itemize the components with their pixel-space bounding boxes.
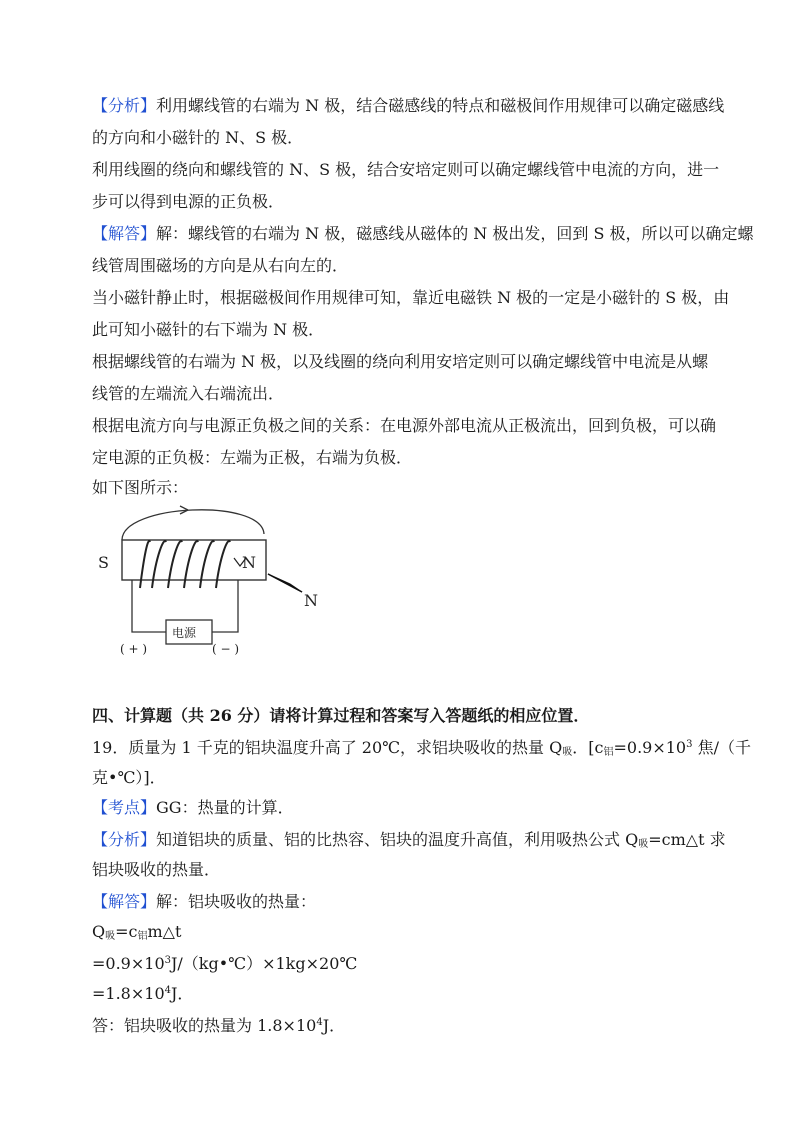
q19-stem-d: 焦/（千 (692, 738, 751, 757)
eq3-b: J． (171, 984, 194, 1003)
jieda-tag: 【解答】 (92, 892, 157, 911)
q19-stem-c-sub: 铝 (603, 747, 614, 758)
analysis-text-1: 利用螺线管的右端为 N 极，结合磁感线的特点和磁极间作用规律可以确定磁感线 (156, 96, 725, 115)
analysis-line-4: 步可以得到电源的正负极． (92, 192, 285, 211)
answer-line-3: 当小磁针静止时，根据磁极间作用规律可知，靠近电磁铁 N 极的一定是小磁针的 S 极，由 (92, 288, 730, 307)
analysis-line-2: 的方向和小磁针的 N、S 极． (92, 128, 304, 147)
final-sup: 4 (316, 1017, 323, 1028)
q19-jieda (92, 892, 712, 912)
fenxi-b: =cm△t 求 (648, 830, 726, 849)
answer-tag: 【解答】 (92, 224, 157, 243)
analysis-tag: 【分析】 (92, 96, 157, 115)
positive-terminal-label: ( + ) (120, 642, 148, 656)
eq1-c: m△t (147, 922, 182, 941)
q19-kaodian (92, 798, 712, 818)
q19-stem-c-sup: 3 (686, 739, 693, 750)
power-source-label: 电源 (172, 626, 197, 640)
q19-stem-c: =0.9×10 (613, 738, 687, 757)
eq3-a: =1.8×10 (92, 984, 165, 1003)
field-line-loop (122, 510, 264, 540)
q19-equation-2 (92, 954, 712, 974)
analysis-line-3: 利用线圈的绕向和螺线管的 N、S 极，结合安培定则可以确定螺线管中电流的方向，进一 (92, 160, 720, 179)
eq1-sub1: 吸 (105, 931, 116, 942)
answer-line-7: 根据电流方向与电源正负极之间的关系：在电源外部电流从正极流出，回到负极，可以确 (92, 416, 717, 435)
needle-n-label: N (304, 591, 318, 610)
q19-stem-b: ．[c (572, 738, 604, 757)
jieda-text: 解：铝块吸收的热量： (156, 892, 317, 911)
negative-terminal-label: ( − ) (212, 642, 240, 656)
fenxi-a: 知道铝块的质量、铝的比热容、铝块的温度升高值，利用吸热公式 Q (156, 830, 639, 849)
eq1-sub2: 铝 (137, 931, 148, 942)
q19-fenxi-line-2: 铝块吸收的热量． (92, 860, 221, 879)
eq2-a: =0.9×10 (92, 954, 165, 973)
answer-line-5: 根据螺线管的右端为 N 极，以及线圈的绕向利用安培定则可以确定螺线管中电流是从螺 (92, 352, 709, 371)
answer-line-4: 此可知小磁针的右下端为 N 极． (92, 320, 325, 339)
q19-equation-3 (92, 984, 712, 1004)
q19-stem-a: 19．质量为 1 千克的铝块温度升高了 20℃，求铝块吸收的热量 Q (92, 738, 563, 757)
eq1-a: Q (92, 922, 106, 941)
answer-text-1: 解：螺线管的右端为 N 极，磁感线从磁体的 N 极出发，回到 S 极，所以可以确定螺 (156, 224, 754, 243)
final-b: J． (322, 1016, 346, 1035)
final-a: 答：铝块吸收的热量为 1.8×10 (92, 1016, 317, 1035)
eq1-b: =c (115, 922, 138, 941)
kaodian-tag: 【考点】 (92, 798, 157, 817)
eq3-sup: 4 (164, 985, 171, 996)
circuit-wire-left (132, 580, 166, 632)
q19-stem-line-2: 克•℃）]． (92, 768, 166, 787)
eq2-b: J/（kg•℃）×1kg×20℃ (171, 954, 358, 973)
eq2-sup: 3 (164, 955, 171, 966)
q19-fenxi-line-1 (92, 830, 726, 855)
answer-line-2: 线管周围磁场的方向是从右向左的． (92, 256, 349, 275)
q19-stem-sub: 吸 (562, 747, 573, 758)
left-pole-label: S (98, 553, 109, 572)
section4-heading: 四、计算题（共 26 分）请将计算过程和答案写入答题纸的相应位置． (92, 706, 590, 725)
answer-line-6: 线管的左端流入右端流出． (92, 384, 285, 403)
kaodian-text: GG：热量的计算． (156, 798, 294, 817)
analysis-line-1 (92, 96, 725, 116)
q19-equation-1 (92, 922, 712, 947)
fenxi-sub: 吸 (638, 839, 649, 850)
q19-final-answer (92, 1016, 712, 1036)
q19-stem-line-1 (92, 738, 751, 763)
coil-windings (140, 541, 230, 588)
fenxi-tag: 【分析】 (92, 830, 157, 849)
answer-line-8: 定电源的正负极：左端为正极，右端为负极． (92, 448, 413, 467)
solenoid-diagram (92, 496, 332, 656)
right-pole-label: N (242, 553, 256, 572)
answer-line-9: 如下图所示： (92, 478, 189, 497)
answer-line-1 (92, 224, 754, 244)
